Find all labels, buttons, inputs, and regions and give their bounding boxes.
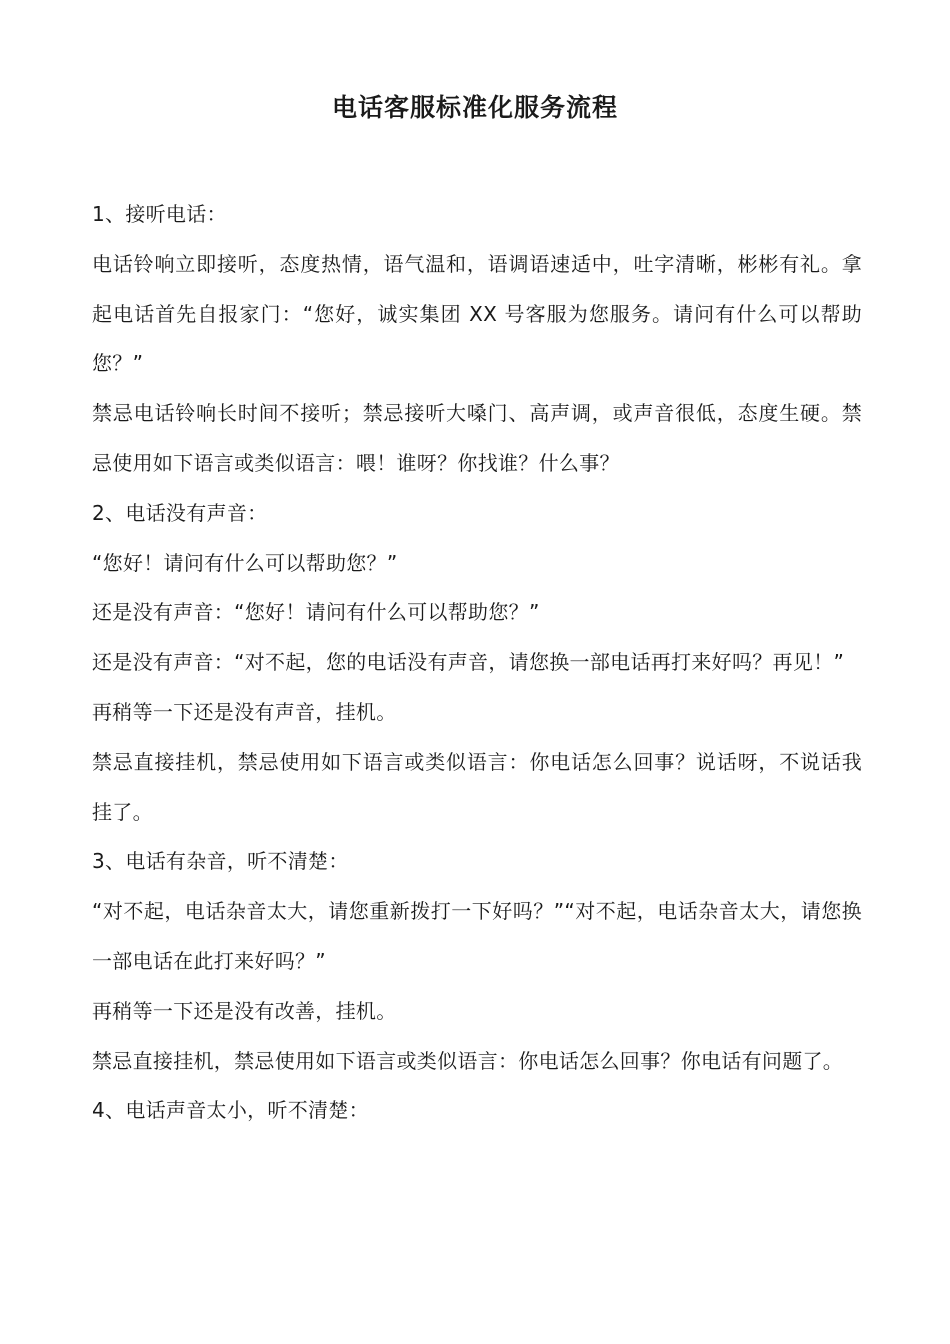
document-body [92,190,862,1136]
paragraph: 再稍等一下还是没有改善，挂机。 [92,998,397,1023]
paragraph: 再稍等一下还是没有声音，挂机。 [92,699,397,724]
section-heading-answer-call: 1、接听电话： [92,202,227,226]
paragraph: “您好！请问有什么可以帮助您？” [92,550,398,575]
paragraph: 禁忌直接挂机，禁忌使用如下语言或类似语言：你电话怎么回事？说话呀，不说话我挂了。 [92,749,862,824]
paragraph: 禁忌直接挂机，禁忌使用如下语言或类似语言：你电话怎么回事？你电话有问题了。 [92,1048,844,1073]
paragraph: 电话铃响立即接听，态度热情，语气温和，语调语速适中，吐字清晰，彬彬有礼。拿起电话首先自报家门：“您好，诚实集团 XX 号客服为您服务。请问有什么可以帮助您？” [92,251,862,376]
paragraph: “对不起，电话杂音太大，请您重新拨打一下好吗？”“对不起，电话杂音太大，请您换一部电话在此打来好吗？” [92,899,862,973]
paragraph: 还是没有声音：“您好！请问有什么可以帮助您？” [92,600,540,625]
section-heading-no-sound: 2、电话没有声音： [92,500,268,525]
section-heading-low-volume: 4、电话声音太小，听不清楚： [92,1098,369,1123]
document-title: 电话客服标准化服务流程 [331,93,618,122]
section-heading-noise: 3、电话有杂音，听不清楚： [92,849,349,874]
paragraph: 还是没有声音：“对不起，您的电话没有声音，请您换一部电话再打来好吗？再见！” [92,650,845,675]
paragraph: 禁忌电话铃响长时间不接听；禁忌接听大嗓门、高声调，或声音很低，态度生硬。禁忌使用如下语言或类似语言：喂！谁呀？你找谁？什么事？ [92,401,862,475]
